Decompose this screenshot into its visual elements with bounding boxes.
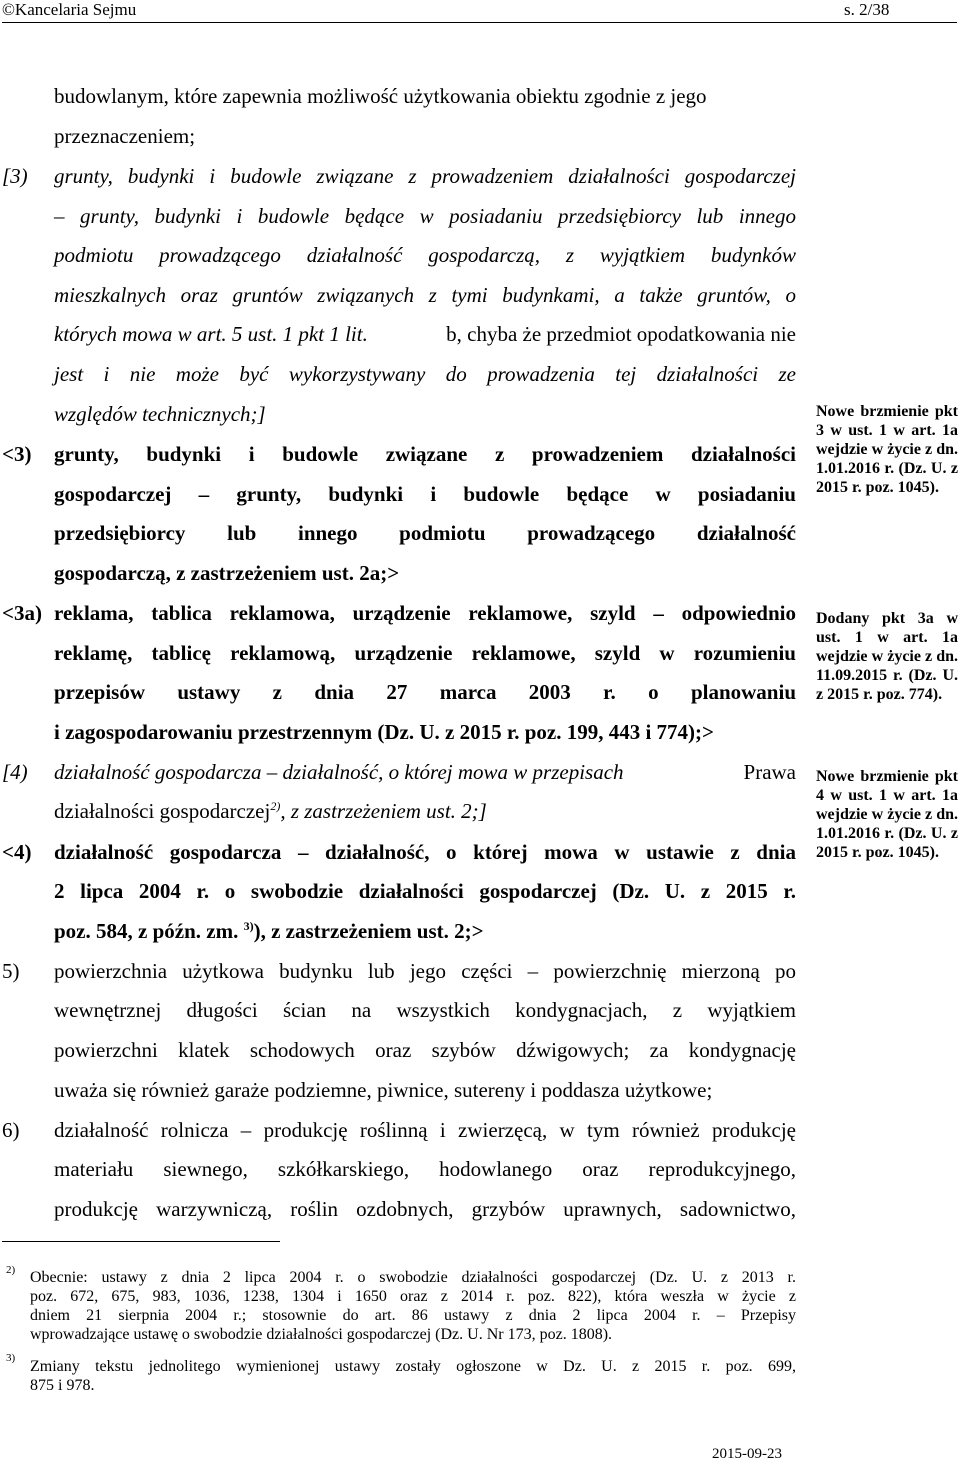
header-divider (2, 22, 957, 23)
text-line: przepisów ustawy z dnia 27 marca 2003 r. o planowaniu (54, 680, 796, 704)
text-segment: działalności gospodarczej (54, 799, 271, 823)
text-line: gospodarczą, z zastrzeżeniem ust. 2a;> (54, 561, 400, 585)
text-line: reklama, tablica reklamowa, urządzenie reklamowe, szyld – odpowiednio (54, 601, 796, 625)
margin-note: Nowe brzmienie pkt 3 w ust. 1 w art. 1a wejdzie w życie z dn. 1.01.2016 r. (Dz. U. z 2015 r. poz. 1045). (816, 403, 958, 496)
point-number: [4) (2, 760, 28, 784)
text-line: budowlanym, które zapewnia możliwość użytkowania obiektu zgodnie z jego (54, 84, 707, 108)
text-line: mieszkalnych oraz gruntów związanych z tymi budynkami, a także gruntów, o (54, 283, 796, 307)
point-number: 5) (2, 959, 20, 983)
text-segment: poz. 584, z późn. zm. (54, 919, 239, 943)
text-segment: , z zastrzeżeniem ust. 2;] (280, 799, 487, 823)
point-number: <3) (2, 442, 32, 466)
footnote-ref[interactable]: 3) (243, 919, 254, 933)
margin-note: Dodany pkt 3a w ust. 1 w art. 1a wejdzie w życie z dn. 11.09.2015 r. (Dz. U. z 2015 r. poz. 774). (816, 610, 958, 703)
footnote-line: 875 i 978. (30, 1377, 95, 1394)
document-date: 2015-09-23 (712, 1446, 782, 1462)
text-line: jest i nie może być wykorzystywany do prowadzenia tej działalności ze (54, 362, 796, 386)
margin-note: Nowe brzmienie pkt 4 w ust. 1 w art. 1a wejdzie w życie z dn. 1.01.2016 r. (Dz. U. z 2015 r. poz. 1045). (816, 768, 958, 861)
footnote-divider (2, 1241, 280, 1242)
text-segment: b, chyba że przedmiot opodatkowania nie (446, 322, 796, 346)
header-source: ©Kancelaria Sejmu (2, 0, 137, 19)
footnote-line: wprowadzające ustawę o swobodzie działalności gospodarczej (Dz. U. Nr 173, poz. 1808). (30, 1326, 613, 1343)
text-line: reklamę, tablicę reklamową, urządzenie reklamowe, szyld w rozumieniu (54, 641, 796, 665)
text-line: uważa się również garaże podziemne, piwnice, sutereny i poddasza użytkowe; (54, 1078, 713, 1102)
footnote-line: Zmiany tekstu jednolitego wymienionej ustawy zostały ogłoszone w Dz. U. z 2015 r. poz. 699, (30, 1358, 796, 1375)
text-line: grunty, budynki i budowle związane z prowadzeniem działalności gospodarczej (54, 164, 796, 188)
footnote (30, 1268, 796, 1344)
text-line: podmiotu prowadzącego działalność gospodarczą, z wyjątkiem budynków (54, 243, 796, 267)
text-line: 2 lipca 2004 r. o swobodzie działalności gospodarczej (Dz. U. z 2015 r. (54, 879, 796, 903)
text-line (54, 797, 487, 825)
text-line: działalność rolnicza – produkcję roślinną i zwierzęcą, w tym również produkcję (54, 1118, 796, 1142)
text-line: przeznaczeniem; (54, 124, 196, 148)
point-number: [3) (2, 164, 28, 188)
footnote-line: Obecnie: ustawy z dnia 2 lipca 2004 r. o swobodzie działalności gospodarczej (Dz. U. z 2013 r. (30, 1269, 796, 1286)
text-line (54, 320, 796, 348)
text-line: powierzchni klatek schodowych oraz szybów dźwigowych; za kondygnację (54, 1038, 796, 1062)
text-line (54, 917, 484, 945)
text-segment: ), z zastrzeżeniem ust. 2;> (253, 919, 484, 943)
point-number: <4) (2, 840, 32, 864)
text-line: materiału siewnego, szkółkarskiego, hodowlanego oraz reprodukcyjnego, (54, 1157, 796, 1181)
text-line: i zagospodarowaniu przestrzennym (Dz. U. z 2015 r. poz. 199, 443 i 774);> (54, 720, 715, 744)
point-number: 6) (2, 1118, 20, 1142)
text-line: powierzchnia użytkowa budynku lub jego części – powierzchnię mierzoną po (54, 959, 796, 983)
text-line: działalność gospodarcza – działalność, o której mowa w ustawie z dnia (54, 840, 796, 864)
text-line: gospodarczej – grunty, budynki i budowle będące w posiadaniu (54, 482, 796, 506)
footnote-marker: 3) (6, 1352, 16, 1364)
footnote-ref[interactable]: 2) (270, 799, 281, 813)
footnote-marker: 2) (6, 1264, 16, 1276)
text-segment: Prawa (743, 760, 796, 784)
text-line (54, 758, 796, 786)
page-number: s. 2/38 (844, 0, 890, 19)
text-segment: działalność gospodarcza – działalność, o której mowa w przepisach (54, 760, 624, 784)
text-line: względów technicznych;] (54, 402, 266, 426)
point-number: <3a) (2, 601, 42, 625)
text-line: wewnętrznej długości ścian na wszystkich kondygnacjach, z wyjątkiem (54, 998, 796, 1022)
footnote-line: dniem 21 sierpnia 2004 r.; stosownie do art. 86 ustawy z dnia 2 lipca 2004 r. – Przepisy (30, 1307, 796, 1324)
text-line: przedsiębiorcy lub innego podmiotu prowadzącego działalność (54, 521, 796, 545)
footnote (30, 1357, 796, 1395)
text-segment: których mowa w art. 5 ust. 1 pkt 1 lit. (54, 322, 368, 346)
text-line: – grunty, budynki i budowle będące w posiadaniu przedsiębiorcy lub innego (54, 204, 796, 228)
text-line: grunty, budynki i budowle związane z prowadzeniem działalności (54, 442, 796, 466)
text-line: produkcję warzywniczą, roślin ozdobnych, grzybów uprawnych, sadownictwo, (54, 1197, 796, 1221)
footnote-line: poz. 672, 675, 983, 1036, 1238, 1304 i 1650 oraz z 2014 r. poz. 822), która weszła w życie z (30, 1288, 796, 1305)
